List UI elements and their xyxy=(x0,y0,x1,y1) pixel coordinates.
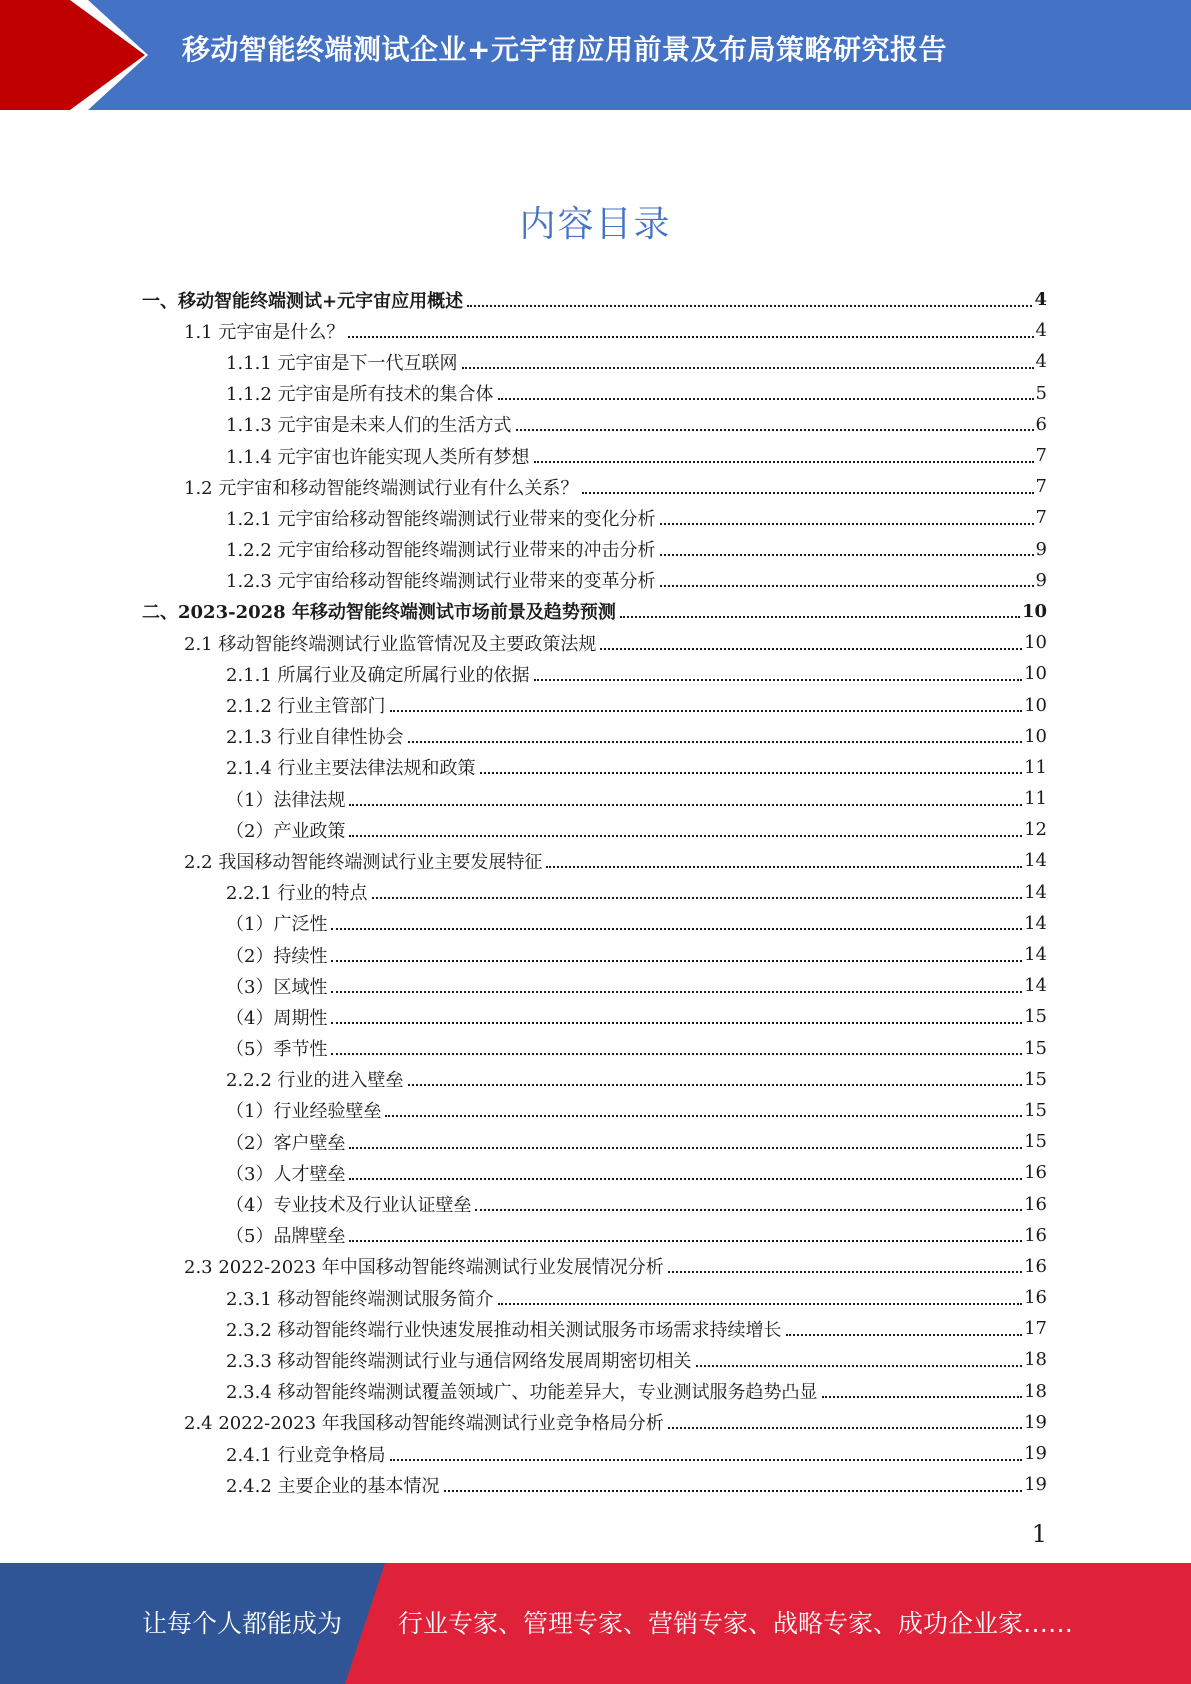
toc-entry-label: 二、2023-2028 年移动智能终端测试市场前景及趋势预测 xyxy=(142,602,616,624)
toc-entry-label: 2.4.2 主要企业的基本情况 xyxy=(226,1475,440,1497)
toc-entry-page: 14 xyxy=(1024,850,1047,872)
toc-entry-label: 2.1.4 行业主要法律法规和政策 xyxy=(226,758,476,780)
toc-dot-leader xyxy=(516,429,1034,431)
toc-entry[interactable] xyxy=(0,1282,1191,1313)
toc-entry-page: 18 xyxy=(1024,1380,1047,1402)
toc-entry-label: 2.3 2022-2023 年中国移动智能终端测试行业发展情况分析 xyxy=(184,1257,664,1279)
toc-entry-label: （4）专业技术及行业认证壁垒 xyxy=(226,1195,472,1217)
toc-dot-leader xyxy=(348,336,1033,338)
toc-dot-leader xyxy=(462,367,1034,369)
toc-entry[interactable] xyxy=(0,627,1191,658)
toc-entry-label: （3）人才壁垒 xyxy=(226,1163,346,1185)
toc-dot-leader xyxy=(390,1459,1023,1461)
toc-entry-page: 5 xyxy=(1035,382,1047,404)
toc-entry-label: 2.2.1 行业的特点 xyxy=(226,883,368,905)
toc-entry[interactable] xyxy=(0,409,1191,440)
toc-entry-page: 15 xyxy=(1024,1068,1047,1090)
toc-dot-leader xyxy=(480,772,1023,774)
toc-entry[interactable] xyxy=(0,721,1191,752)
toc-entry-label: 1.2.3 元宇宙给移动智能终端测试行业带来的变革分析 xyxy=(226,571,656,593)
report-header xyxy=(0,0,1191,110)
toc-entry-page: 15 xyxy=(1024,1099,1047,1121)
toc-entry-label: 2.1.3 行业自律性协会 xyxy=(226,727,404,749)
toc-entry-label: （1）行业经验壁垒 xyxy=(226,1101,382,1123)
toc-entry[interactable] xyxy=(0,1251,1191,1282)
toc-dot-leader xyxy=(349,1147,1022,1149)
toc-entry[interactable] xyxy=(0,1157,1191,1188)
footer-slogan-left: 让每个人都能成为 xyxy=(142,1609,343,1638)
toc-entry-page: 4 xyxy=(1035,351,1047,373)
toc-entry-label: 1.1 元宇宙是什么？ xyxy=(184,321,345,343)
toc-dot-leader xyxy=(534,461,1034,463)
toc-heading: 内容目录 xyxy=(519,204,672,245)
toc-entry-label: 2.2.2 行业的进入壁垒 xyxy=(226,1070,404,1092)
toc-entry[interactable] xyxy=(0,1001,1191,1032)
toc-entry-label: 2.2 我国移动智能终端测试行业主要发展特征 xyxy=(184,851,543,873)
toc-entry-label: 2.3.3 移动智能终端测试行业与通信网络发展周期密切相关 xyxy=(226,1350,692,1372)
toc-entry[interactable] xyxy=(0,1095,1191,1126)
toc-entry-page: 14 xyxy=(1024,944,1047,966)
toc-entry-page: 16 xyxy=(1024,1224,1047,1246)
toc-entry[interactable] xyxy=(0,1438,1191,1469)
toc-entry-page: 7 xyxy=(1035,507,1047,529)
toc-entry-label: 1.2 元宇宙和移动智能终端测试行业有什么关系？ xyxy=(184,477,579,499)
toc-dot-leader xyxy=(444,1490,1023,1492)
toc-entry[interactable] xyxy=(0,939,1191,970)
toc-entry-label: 2.4 2022-2023 年我国移动智能终端测试行业竞争格局分析 xyxy=(184,1413,664,1435)
toc-entry[interactable] xyxy=(0,346,1191,377)
report-footer xyxy=(0,1563,1191,1684)
toc-entry-label: （3）区域性 xyxy=(226,976,328,998)
toc-entry[interactable] xyxy=(0,1126,1191,1157)
toc-dot-leader xyxy=(546,866,1022,868)
toc-dot-leader xyxy=(349,804,1022,806)
toc-dot-leader xyxy=(408,741,1023,743)
toc-dot-leader xyxy=(408,1084,1023,1086)
toc-entry-label: 2.1.2 行业主管部门 xyxy=(226,696,386,718)
toc-entry[interactable] xyxy=(0,908,1191,939)
toc-entry-label: 2.1 移动智能终端测试行业监管情况及主要政策法规 xyxy=(184,633,597,655)
toc-entry[interactable] xyxy=(0,1064,1191,1095)
toc-entry-page: 11 xyxy=(1024,788,1047,810)
table-of-contents xyxy=(0,284,1191,1500)
toc-entry-page: 16 xyxy=(1024,1255,1047,1277)
toc-entry-page: 10 xyxy=(1024,663,1047,685)
toc-entry-page: 15 xyxy=(1024,1006,1047,1028)
toc-entry-page: 19 xyxy=(1024,1474,1047,1496)
toc-entry-label: 1.2.1 元宇宙给移动智能终端测试行业带来的变化分析 xyxy=(226,508,656,530)
toc-entry-label: 1.1.4 元宇宙也许能实现人类所有梦想 xyxy=(226,446,530,468)
toc-dot-leader xyxy=(467,305,1032,307)
toc-entry-page: 7 xyxy=(1035,445,1047,467)
toc-entry[interactable] xyxy=(0,658,1191,689)
toc-dot-leader xyxy=(498,1303,1023,1305)
toc-entry-page: 6 xyxy=(1035,413,1047,435)
toc-dot-leader xyxy=(331,1022,1022,1024)
toc-entry-label: （2）产业政策 xyxy=(226,820,346,842)
toc-entry-label: （5）季节性 xyxy=(226,1039,328,1061)
toc-entry-page: 10 xyxy=(1021,600,1047,622)
toc-dot-leader xyxy=(660,585,1034,587)
toc-dot-leader xyxy=(331,991,1022,993)
toc-entry-page: 14 xyxy=(1024,975,1047,997)
toc-entry[interactable] xyxy=(0,1188,1191,1219)
toc-entry[interactable] xyxy=(0,534,1191,565)
toc-entry[interactable] xyxy=(0,1469,1191,1500)
toc-entry[interactable] xyxy=(0,1376,1191,1407)
toc-entry-label: 2.4.1 行业竞争格局 xyxy=(226,1444,386,1466)
toc-entry[interactable] xyxy=(0,970,1191,1001)
toc-dot-leader xyxy=(349,1240,1022,1242)
toc-entry[interactable] xyxy=(0,315,1191,346)
toc-entry[interactable] xyxy=(0,877,1191,908)
toc-entry-page: 16 xyxy=(1024,1287,1047,1309)
toc-entry-page: 9 xyxy=(1035,569,1047,591)
toc-dot-leader xyxy=(475,1209,1022,1211)
toc-entry-label: 2.1.1 所属行业及确定所属行业的依据 xyxy=(226,664,530,686)
toc-entry-page: 11 xyxy=(1024,756,1047,778)
toc-entry-label: 1.2.2 元宇宙给移动智能终端测试行业带来的冲击分析 xyxy=(226,540,656,562)
toc-entry-page: 10 xyxy=(1024,694,1047,716)
toc-entry-label: （4）周期性 xyxy=(226,1007,328,1029)
toc-entry-label: 2.3.2 移动智能终端行业快速发展推动相关测试服务市场需求持续增长 xyxy=(226,1319,782,1341)
toc-entry[interactable] xyxy=(0,440,1191,471)
toc-dot-leader xyxy=(390,710,1023,712)
toc-entry-label: 2.3.4 移动智能终端测试覆盖领域广、功能差异大，专业测试服务趋势凸显 xyxy=(226,1382,818,1404)
toc-dot-leader xyxy=(331,960,1022,962)
toc-dot-leader xyxy=(620,616,1020,618)
toc-entry-page: 14 xyxy=(1024,912,1047,934)
toc-entry[interactable] xyxy=(0,1407,1191,1438)
toc-entry-page: 10 xyxy=(1024,632,1047,654)
toc-entry-label: 1.1.2 元宇宙是所有技术的集合体 xyxy=(226,384,494,406)
toc-dot-leader xyxy=(498,398,1034,400)
toc-entry[interactable] xyxy=(0,471,1191,502)
toc-entry-label: 1.1.1 元宇宙是下一代互联网 xyxy=(226,352,458,374)
toc-entry[interactable] xyxy=(0,845,1191,876)
toc-entry-label: 1.1.3 元宇宙是未来人们的生活方式 xyxy=(226,415,512,437)
toc-entry-page: 19 xyxy=(1024,1443,1047,1465)
toc-dot-leader xyxy=(385,1115,1022,1117)
toc-entry[interactable] xyxy=(0,596,1191,627)
toc-entry-label: （2）持续性 xyxy=(226,945,328,967)
toc-dot-leader xyxy=(660,523,1034,525)
toc-entry-page: 19 xyxy=(1024,1411,1047,1433)
header-arrow-decoration xyxy=(0,0,160,110)
toc-dot-leader xyxy=(822,1396,1023,1398)
page-number: 1 xyxy=(1031,1520,1047,1548)
toc-entry-label: 2.3.1 移动智能终端测试服务简介 xyxy=(226,1288,494,1310)
toc-entry-page: 18 xyxy=(1024,1349,1047,1371)
toc-entry[interactable] xyxy=(0,783,1191,814)
toc-entry[interactable] xyxy=(0,502,1191,533)
toc-entry-page: 4 xyxy=(1035,320,1047,342)
toc-entry[interactable] xyxy=(0,814,1191,845)
toc-dot-leader xyxy=(600,648,1022,650)
toc-entry[interactable] xyxy=(0,689,1191,720)
toc-entry-page: 16 xyxy=(1024,1162,1047,1184)
toc-entry-label: （1）法律法规 xyxy=(226,789,346,811)
toc-entry-page: 17 xyxy=(1024,1318,1047,1340)
toc-entry[interactable] xyxy=(0,378,1191,409)
toc-entry-label: （2）客户壁垒 xyxy=(226,1132,346,1154)
toc-entry-label: （5）品牌壁垒 xyxy=(226,1226,346,1248)
toc-dot-leader xyxy=(660,554,1034,556)
toc-entry[interactable] xyxy=(0,1313,1191,1344)
toc-entry[interactable] xyxy=(0,1220,1191,1251)
toc-entry-page: 12 xyxy=(1024,819,1047,841)
toc-entry[interactable] xyxy=(0,1033,1191,1064)
toc-entry-page: 15 xyxy=(1024,1131,1047,1153)
toc-dot-leader xyxy=(349,1178,1022,1180)
footer-slogan-right: 行业专家、管理专家、营销专家、战略专家、成功企业家…… xyxy=(398,1609,1074,1638)
toc-entry-label: （1）广泛性 xyxy=(226,914,328,936)
toc-dot-leader xyxy=(349,835,1022,837)
toc-dot-leader xyxy=(534,679,1023,681)
toc-entry[interactable] xyxy=(0,565,1191,596)
toc-entry-label: 一、移动智能终端测试+元宇宙应用概述 xyxy=(142,290,464,312)
toc-dot-leader xyxy=(696,1365,1023,1367)
toc-dot-leader xyxy=(786,1334,1023,1336)
toc-entry[interactable] xyxy=(0,1344,1191,1375)
toc-dot-leader xyxy=(372,897,1023,899)
report-title: 移动智能终端测试企业+元宇宙应用前景及布局策略研究报告 xyxy=(182,33,947,66)
toc-dot-leader xyxy=(582,492,1033,494)
toc-entry[interactable] xyxy=(0,752,1191,783)
toc-entry-page: 9 xyxy=(1035,538,1047,560)
toc-entry-page: 7 xyxy=(1035,476,1047,498)
toc-dot-leader xyxy=(331,1053,1022,1055)
toc-dot-leader xyxy=(668,1427,1022,1429)
toc-entry-page: 14 xyxy=(1024,881,1047,903)
toc-dot-leader xyxy=(331,928,1022,930)
toc-entry[interactable] xyxy=(0,284,1191,315)
toc-entry-page: 15 xyxy=(1024,1037,1047,1059)
toc-entry-page: 16 xyxy=(1024,1193,1047,1215)
toc-dot-leader xyxy=(668,1271,1022,1273)
toc-entry-page: 10 xyxy=(1024,725,1047,747)
toc-entry-page: 4 xyxy=(1034,289,1047,311)
